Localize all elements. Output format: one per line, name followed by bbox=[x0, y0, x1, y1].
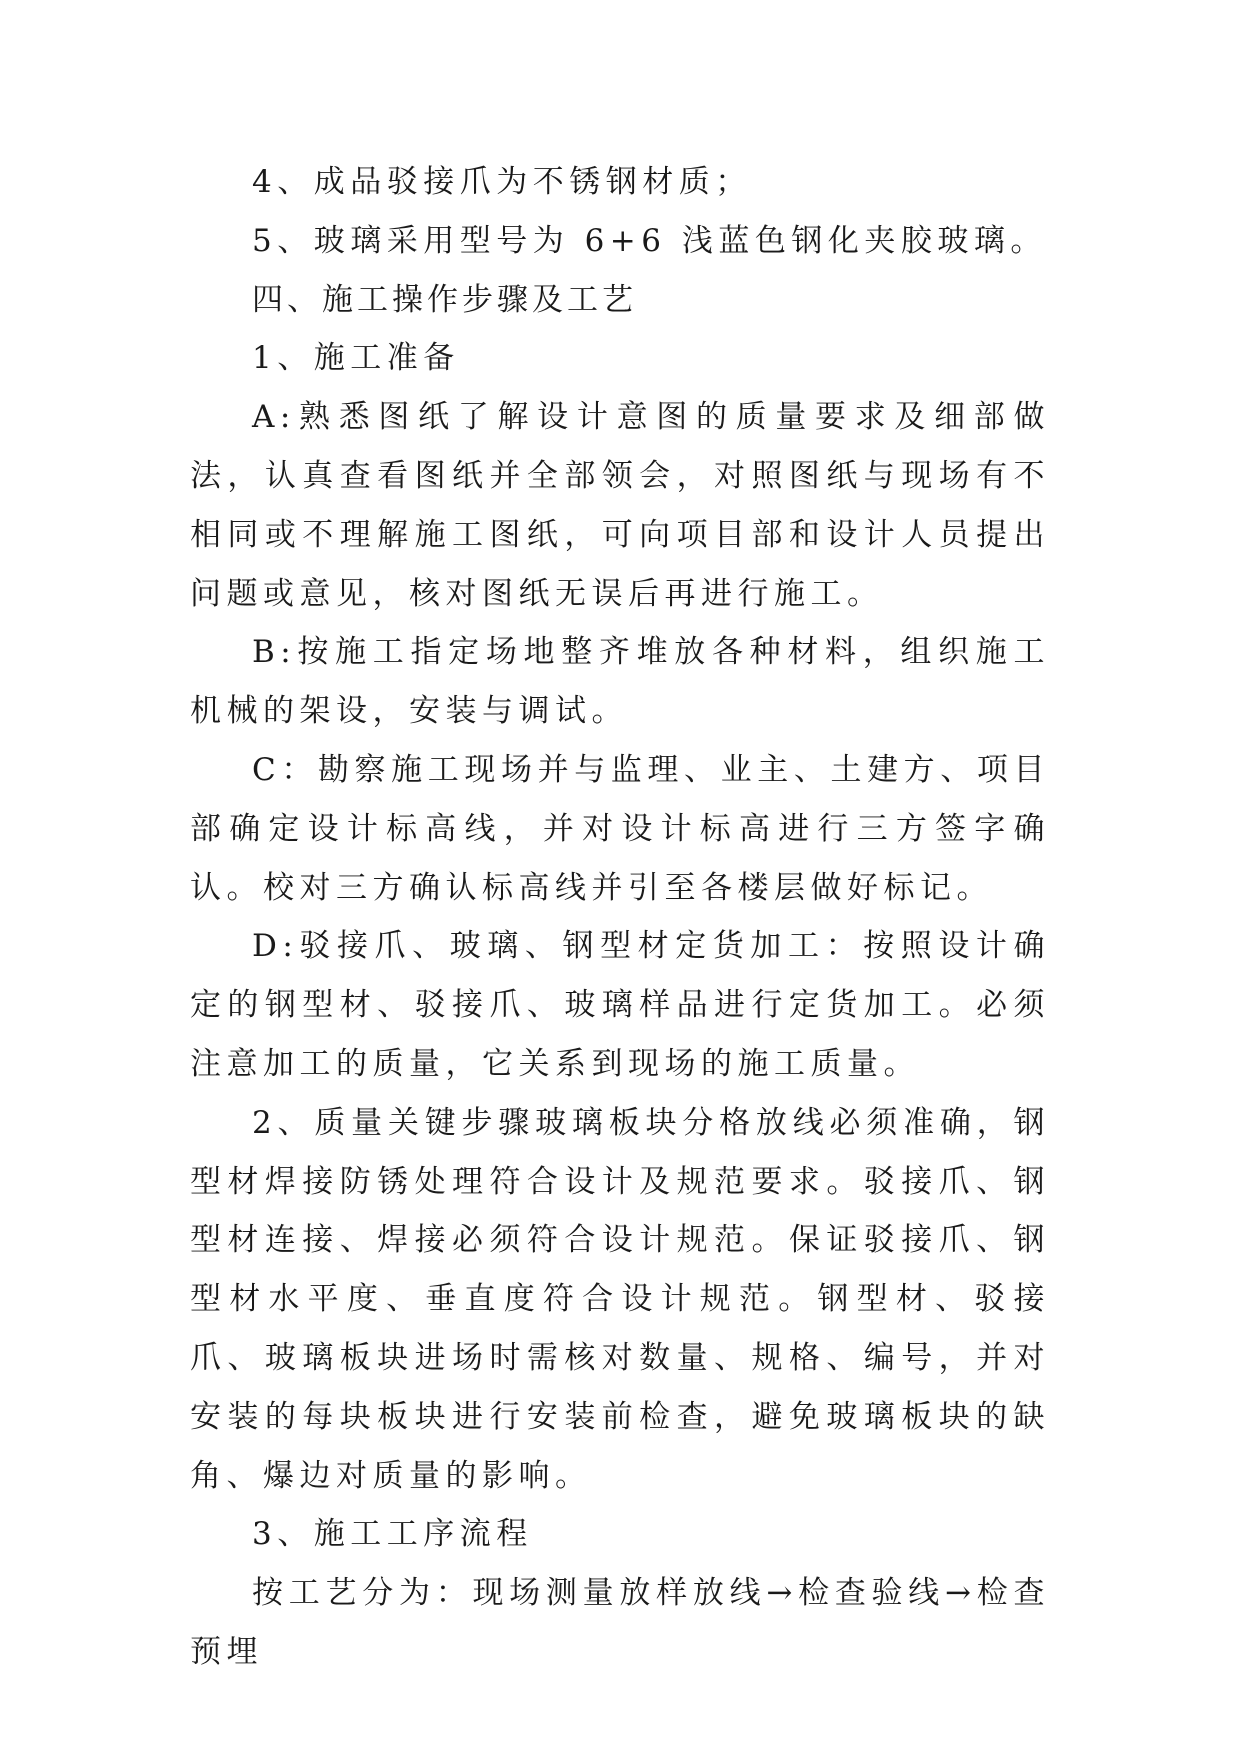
section-heading-4: 四、施工操作步骤及工艺 bbox=[252, 281, 637, 318]
document-body bbox=[190, 153, 1050, 1682]
paragraph-item-4: 4、成品驳接爪为不锈钢材质； bbox=[252, 164, 752, 200]
subsection-heading-1: 1、施工准备 bbox=[252, 340, 460, 377]
paragraph-item-5: 5、玻璃采用型号为 6+6 浅蓝色钢化夹胶玻璃。 bbox=[252, 222, 1047, 259]
paragraph-c: C：勘察施工现场并与监理、业主、土建方、项目部确定设计标高线，并对设计标高进行三方签字确认。校对三方确认标高线并引至各楼层做好标记。 bbox=[190, 751, 1050, 906]
paragraph-d: D:驳接爪、玻璃、钢型材定货加工：按照设计确定的钢型材、驳接爪、玻璃样品进行定货加工。必须注意加工的质量，它关系到现场的施工质量。 bbox=[190, 928, 1050, 1082]
subsection-heading-3: 3、施工工序流程 bbox=[252, 1516, 533, 1553]
paragraph-a: A:熟悉图纸了解设计意图的质量要求及细部做法，认真查看图纸并全部领会，对照图纸与现场有不相同或不理解施工图纸，可向项目部和设计人员提出问题或意见，核对图纸无误后再进行施工。 bbox=[190, 399, 1050, 612]
paragraph-process: 按工艺分为：现场测量放样放线→检查验线→检查预埋 bbox=[190, 1575, 1050, 1670]
paragraph-b: B:按施工指定场地整齐堆放各种材料，组织施工机械的架设，安装与调试。 bbox=[190, 634, 1050, 730]
paragraph-item-2: 2、质量关键步骤玻璃板块分格放线必须准确，钢型材焊接防锈处理符合设计及规范要求。驳接爪、钢型材连接、焊接必须符合设计规范。保证驳接爪、钢型材水平度、垂直度符合设计规范。钢型材、驳接爪、玻璃板块进场时需核对数量、规格、编号，并对安装的每块板块进行安装前检查，避免玻璃板块的缺角、爆边对质量的影响。 bbox=[190, 1104, 1050, 1494]
